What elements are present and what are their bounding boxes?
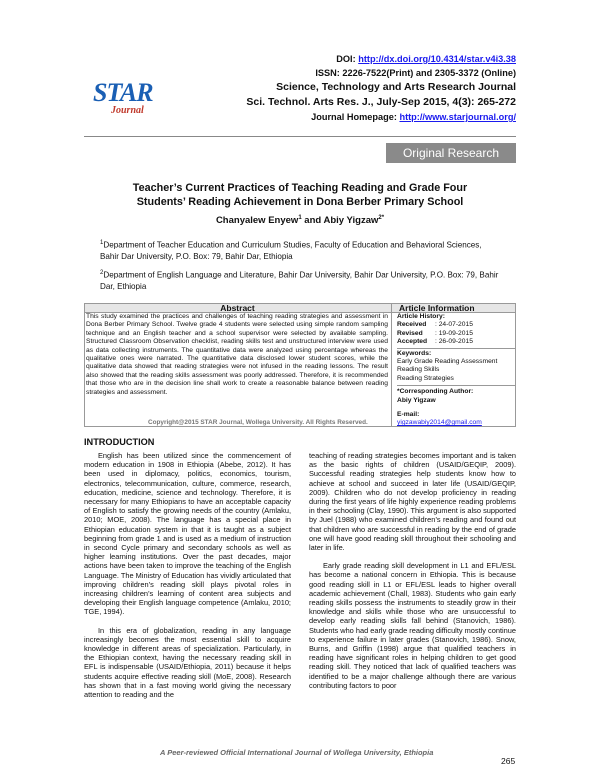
history-label: Article History: <box>397 313 445 320</box>
original-research-banner: Original Research <box>386 143 516 163</box>
affiliation-2 <box>100 268 500 292</box>
homepage-label: Journal Homepage: <box>311 112 397 122</box>
revised-row <box>397 330 515 338</box>
doi-link[interactable]: http://dx.doi.org/10.4314/star.v4i3.38 <box>358 54 516 64</box>
info-divider <box>397 348 515 349</box>
paragraph: English has been utilized since the commencement of modern education in 1908 in Ethiopia (Abebe, 2012). It has been used in diplomacy, politics, economics, tourism, electronics, telecommunication, culture, commerce, research, education, medicine, science and technology. Therefore, it is necessary for many Ethiopians to have an acceptable capacity of English to satisfy the growing needs of the country (Amlaku, 2010; MOE, 2008). The language has a special place in Ethiopian education system in that it is taught as a subject beginning from grade 1 and is used as a medium of instruction in second Cycle primary and secondary schools as well as higher learning institutions. Over the past decades, major actions have been taken to improve the teaching of the English Language. The Ministry of Education has vividly articulated that improving children’s reading skill plays pivotal roles in increasing children’s learning of content area subjects and developing their English language competence (Amlaku, 2010; TGE, 1994). <box>84 451 291 617</box>
homepage-link[interactable]: http://www.starjournal.org/ <box>399 112 516 122</box>
aff-2-sup: 2 <box>100 270 104 276</box>
keyword-item: Early Grade Reading Assessment <box>397 358 498 366</box>
author-2: Abiy Yigzaw <box>323 215 379 227</box>
doi-line <box>336 53 516 66</box>
article-info-heading: Article Information <box>399 303 475 313</box>
abstract-text: This study examined the practices and challenges of teaching reading strategies and assessment in Dona Berber Primary School. Twelve grade 4 students were selected using simple random sampling technique and an English teacher and a school supervisor were selected by available sampling. Structured Classroom Observation checklist, reading skills test and unstructured interview were used as data collecting instruments. The quantitative data were analyzed using percentage whereas the qualitative ones were narrated. The quantitative data disclosed lower student scores, while the qualitative data showed that reading strategies were not infused in the reading lessons. The result also showed that the reading skills assessment was poorly addressed. Therefore, it is recommended that those who are in the decision line shall work to create a reasonable balance between reading strategies and assessment. <box>86 313 388 396</box>
journal-title: Science, Technology and Arts Research Journal <box>276 81 516 93</box>
author-2-sup: 2* <box>378 215 385 221</box>
corresponding-name: Abiy Yigzaw <box>397 396 436 404</box>
received-date: : 24-07-2015 <box>435 321 473 329</box>
keywords-label: Keywords: <box>397 349 432 357</box>
revised-date: : 19-09-2015 <box>435 329 473 337</box>
keyword-item: Reading Skills <box>397 366 440 374</box>
header-divider <box>84 136 516 137</box>
keyword-item: Reading Strategies <box>397 374 454 382</box>
star-journal-logo <box>93 80 173 120</box>
paragraph: In this era of globalization, reading in any language increasingly becomes the most essential skill to acquire knowledge in different areas of specialization. Particularly, in the Ethiopian context, having the necessary reading skill in EFL is indispensable (USAID/Ethiopia, 2011) because it helps students acquire effective reading skill (MoE, 2008). Research has shown that in a fast moving world giving the necessary attention to reading and the <box>84 625 291 700</box>
author-1: Chanyalew Enyew <box>215 215 299 227</box>
accepted-label: Accepted <box>397 338 428 346</box>
logo-journal-text: Journal <box>111 105 144 116</box>
aff-1-sup: 1 <box>100 240 104 246</box>
affiliation-1 <box>100 238 500 262</box>
aff-1-text: Department of Teacher Education and Curriculum Studies, Faculty of Education and Behavioral Sciences, Bahir Dar University, P.O. Box: 79, Bahir Dar, Ethiopia <box>100 240 482 261</box>
left-column <box>84 451 291 699</box>
revised-label: Revised <box>397 329 423 337</box>
page-number: 265 <box>501 756 516 766</box>
accepted-date: : 26-09-2015 <box>435 338 473 346</box>
info-divider <box>397 385 515 386</box>
homepage-line <box>311 111 516 124</box>
email-link[interactable]: yigzawabiy2014@gmail.com <box>397 419 482 427</box>
paragraph: teaching of reading strategies becomes important and is taken as the basic rights of children (USAID/GEQIP, 2009). Successful reading strategies help students know how to achieve at school and succeed in later life (USAID/GEQIP, 2009). Children who do not develop proficiency in reading during the first years of life highly experience reading problems in their schooling (Clay, 1990). This argument is also supported by Juel (1988) who examined children’s reading and found out that children who are successful in reading by the end of grade one will have good reading skill throughout their schooling and later in life. <box>309 451 516 553</box>
doi-label: DOI: <box>336 54 356 64</box>
footer-text: A Peer-reviewed Official International Journal of Wollega University, Ethiopia <box>160 748 434 757</box>
logo-star-text: STAR <box>93 78 153 107</box>
email-label: E-mail: <box>397 411 420 419</box>
author-1-sup: 1 <box>298 215 302 221</box>
accepted-row <box>397 338 515 346</box>
abstract-column-divider <box>391 303 392 427</box>
article-title: Teacher’s Current Practices of Teaching Reading and Grade Four Students’ Reading Achievement in Dona Berber Primary School <box>132 182 468 208</box>
article-info <box>397 313 515 428</box>
copyright-line: Copyright@2015 STAR Journal, Wollega University. All Rights Reserved. <box>148 419 368 426</box>
received-row <box>397 321 515 329</box>
received-label: Received <box>397 321 427 329</box>
issn-line: ISSN: 2226-7522(Print) and 2305-3372 (Online) <box>315 68 516 78</box>
paragraph: Early grade reading skill development in L1 and EFL/ESL has become a national concern in Ethiopia. This is because good reading skill in L1 or EFL/ESL leads to higher overall academic achievement (Chall, 1983). Students who gain early reading skills possess the instruments to steadily grow in their knowledge and skills while those who are unsuccessful to develop early reading skills fall behind (Stanovich, 1986). Students who had early grade reading difficulty mostly continue to experience failure in later grades (Stanovich, 1986). Snow, Burns, and Griffin (1998) argue that qualified teachers in reading have significant roles in helping children to get good reading skill. They noticed that lack of qualified teachers was identified to be a major challenge although there are various contributing factors to poor <box>309 561 516 690</box>
author-and: and <box>304 215 322 227</box>
aff-2-text: Department of English Language and Literature, Bahir Dar University, Bahir Dar University, P.O. Box: 79, Bahir Dar, Ethiopia <box>100 270 499 291</box>
introduction-heading: INTRODUCTION <box>84 437 155 447</box>
abstract-heading: Abstract <box>220 303 255 313</box>
corresponding-label: *Corresponding Author: <box>397 388 474 396</box>
citation-line: Sci. Technol. Arts Res. J., July-Sep 2015, 4(3): 265-272 <box>246 96 516 108</box>
author-line <box>100 215 500 226</box>
right-column <box>309 451 516 690</box>
